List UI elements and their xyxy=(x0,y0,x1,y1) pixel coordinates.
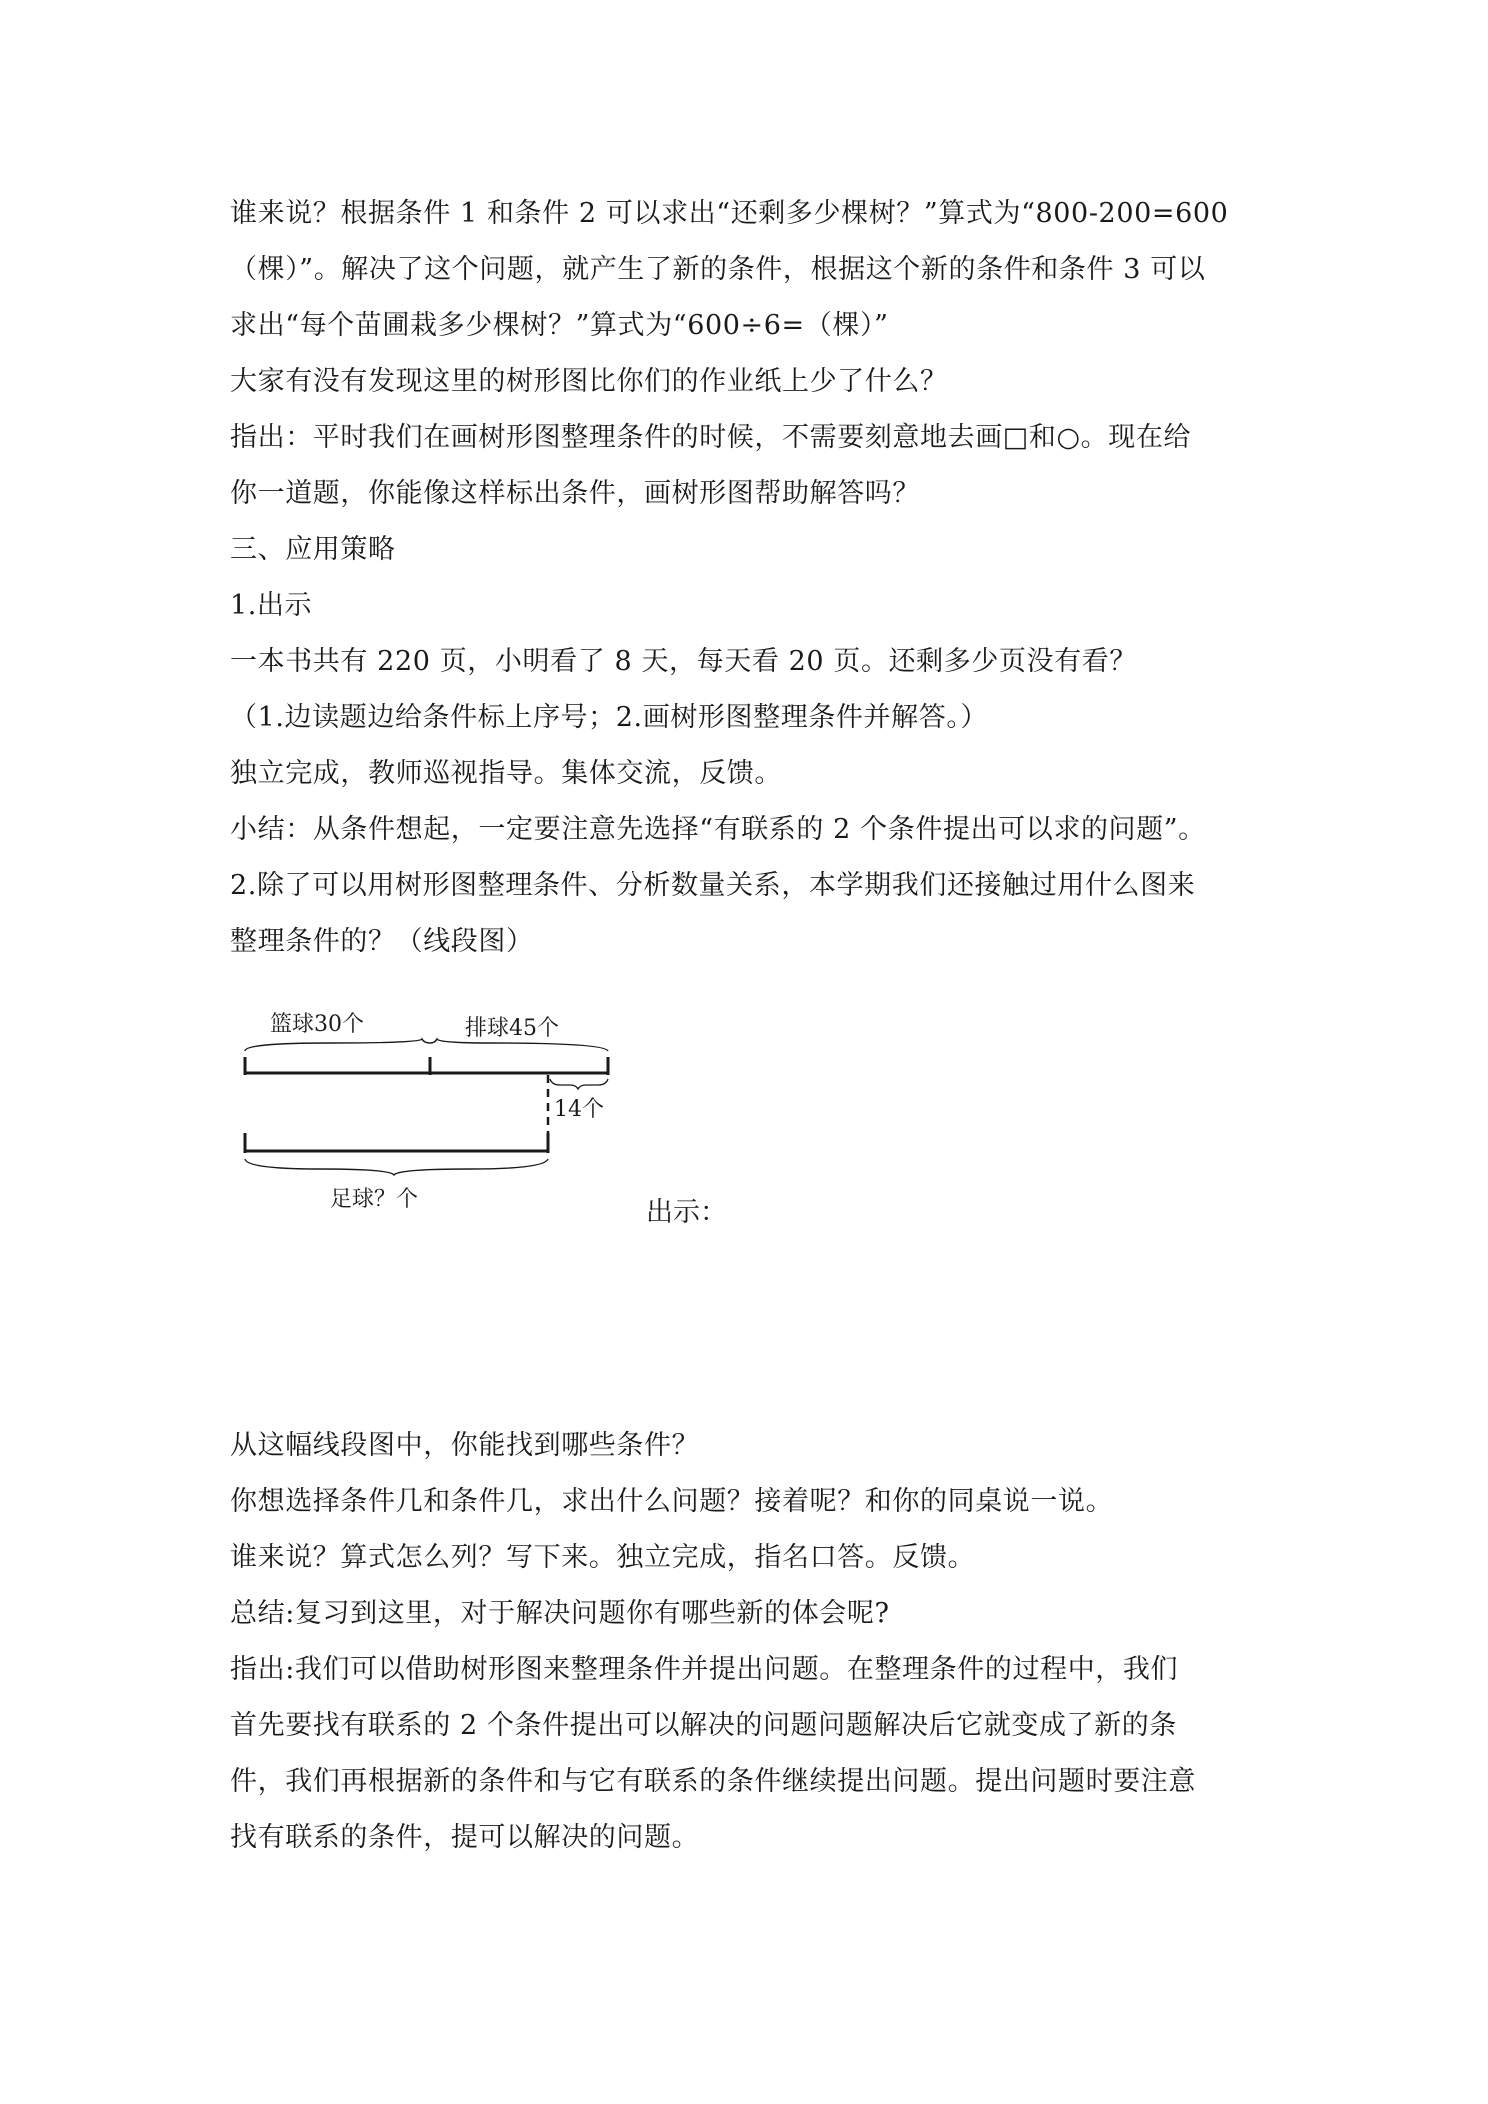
text-line: 你一道题，你能像这样标出条件，画树形图帮助解答吗？ xyxy=(230,478,920,509)
text-line: 指出：平时我们在画树形图整理条件的时候，不需要刻意地去画□和○。现在给 xyxy=(230,422,1192,453)
text-line: 大家有没有发现这里的树形图比你们的作业纸上少了什么？ xyxy=(230,366,948,397)
text-line: 首先要找有联系的 2 个条件提出可以解决的问题问题解决后它就变成了新的条 xyxy=(230,1710,1177,1741)
football-brace xyxy=(245,1159,548,1175)
basketball-brace xyxy=(245,1039,430,1051)
show-caption: 出示： xyxy=(646,1197,727,1228)
text-line: 谁来说？算式怎么列？写下来。独立完成，指名口答。反馈。 xyxy=(230,1542,976,1573)
text-line: 从这幅线段图中，你能找到哪些条件？ xyxy=(230,1430,700,1461)
text-line: 件，我们再根据新的条件和与它有联系的条件继续提出问题。提出问题时要注意 xyxy=(230,1766,1196,1797)
section-heading: 三、应用策略 xyxy=(230,534,396,565)
text-line: 你想选择条件几和条件几，求出什么问题？接着呢？和你的同桌说一说。 xyxy=(230,1486,1114,1517)
text-line: 小结：从条件想起，一定要注意先选择“有联系的 2 个条件提出可以求的问题”。 xyxy=(230,814,1206,845)
text-line: 一本书共有 220 页，小明看了 8 天，每天看 20 页。还剩多少页没有看？ xyxy=(230,646,1137,677)
text-line: （1.边读题边给条件标上序号；2.画树形图整理条件并解答。） xyxy=(230,702,989,733)
text-line: 总结:复习到这里，对于解决问题你有哪些新的体会呢? xyxy=(230,1598,890,1629)
text-line: 整理条件的？（线段图） xyxy=(230,926,534,957)
difference-label: 14个 xyxy=(554,1097,604,1122)
text-line: 指出:我们可以借助树形图来整理条件并提出问题。在整理条件的过程中，我们 xyxy=(230,1654,1179,1685)
text-line: 找有联系的条件，提可以解决的问题。 xyxy=(230,1822,700,1853)
text-line: 独立完成，教师巡视指导。集体交流，反馈。 xyxy=(230,758,782,789)
text-line: 谁来说？根据条件 1 和条件 2 可以求出“还剩多少棵树？”算式为“800-200=600 xyxy=(230,198,1229,229)
football-label: 足球？个 xyxy=(330,1187,419,1212)
text-line: 1.出示 xyxy=(230,590,313,621)
volleyball-label: 排球45个 xyxy=(465,1016,559,1041)
text-line: 求出“每个苗圃栽多少棵树？”算式为“600÷6=（棵）” xyxy=(230,310,889,341)
line-segment-diagram xyxy=(230,1003,650,1228)
difference-brace xyxy=(550,1079,608,1089)
text-line: 2.除了可以用树形图整理条件、分析数量关系，本学期我们还接触过用什么图来 xyxy=(230,870,1196,901)
basketball-label: 篮球30个 xyxy=(270,1012,364,1037)
text-line: （棵）”。解决了这个问题，就产生了新的条件，根据这个新的条件和条件 3 可以 xyxy=(230,254,1206,285)
